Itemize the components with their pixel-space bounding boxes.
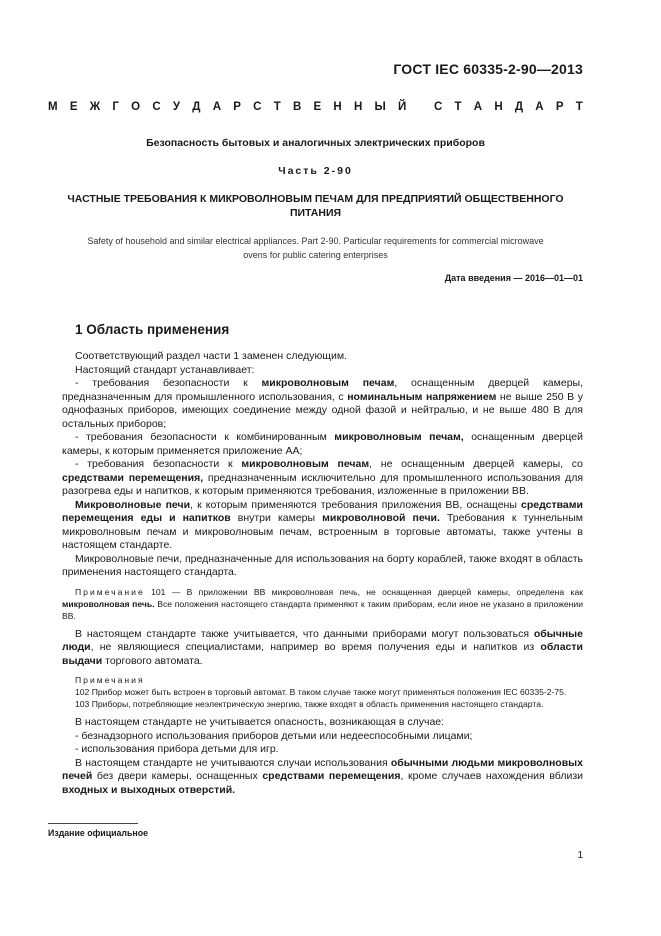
note-102: 102 Прибор может быть встроен в торговый автомат. В таком случае также могут применяться положения IEC 60335-2-75. bbox=[75, 687, 567, 697]
heading-letter: Г bbox=[112, 101, 119, 113]
term: обычными людьми микроволновых печей bbox=[62, 756, 583, 782]
text: , к которым применяются требования приложения ВВ, оснащены bbox=[190, 498, 522, 511]
term: микроволновым печам bbox=[241, 458, 370, 470]
list-item bbox=[62, 458, 583, 499]
paragraph bbox=[62, 628, 583, 669]
text: , кроме случаев нахождения вблизи bbox=[400, 770, 583, 782]
note-label: Примечания bbox=[75, 675, 145, 685]
text: Все положения настоящего стандарта применяют к таким приборам, если иное не указано в приложении ВВ. bbox=[62, 598, 583, 621]
main-title bbox=[48, 192, 583, 220]
heading-letter: У bbox=[172, 101, 181, 113]
text: В настоящем стандарте не учитываются случаи использования bbox=[75, 756, 391, 769]
paragraph: Микроволновые печи, предназначенные для использования на борту кораблей, также входят в область применения настоящего стандарта. bbox=[62, 552, 583, 578]
heading-letter: Т bbox=[454, 101, 462, 113]
list-item bbox=[62, 431, 583, 458]
heading-letter: Ы bbox=[374, 101, 386, 113]
document-id: ГОСТ IEC 60335-2-90—2013 bbox=[393, 61, 583, 77]
term: средствами перемещения еды и напитков bbox=[62, 498, 583, 524]
notes-label bbox=[62, 674, 583, 686]
term: Микроволновые печи bbox=[75, 498, 191, 511]
interstate-standard-heading bbox=[48, 101, 583, 113]
heading-letter: Т bbox=[575, 101, 583, 113]
heading-letter bbox=[419, 101, 422, 113]
heading-letter: Ж bbox=[89, 101, 101, 113]
page-number: 1 bbox=[577, 850, 583, 861]
term: микроволновая печь. bbox=[62, 598, 155, 609]
section-body bbox=[62, 350, 583, 797]
heading-letter: Й bbox=[398, 101, 407, 113]
heading-letter: Д bbox=[192, 101, 201, 113]
term: микроволновым печам bbox=[261, 377, 395, 389]
paragraph bbox=[62, 757, 583, 798]
term: обычные люди bbox=[62, 627, 583, 653]
text: предназначенным исключительно для промышленного использования для разогрева еды и напитков, к которым применяются требования, изложенные в приложении ВВ. bbox=[62, 471, 584, 497]
heading-letter: Е bbox=[313, 101, 322, 113]
section-title: 1 Область применения bbox=[75, 322, 230, 337]
term: входных и выходных отверстий. bbox=[62, 783, 236, 796]
note-103: 103 Приборы, потребляющие неэлектрическую энергию, также входят в область применения настоящего стандарта. bbox=[75, 699, 544, 709]
document-subtitle: Безопасность бытовых и аналогичных электрических приборов bbox=[146, 137, 485, 149]
text: 101 — В приложении ВВ микроволновая печь, не оснащенная дверцей камеры, определена как bbox=[144, 586, 583, 597]
text: В настоящем стандарте также учитывается, что данными приборами могут пользоваться bbox=[75, 627, 534, 640]
term: микроволновой печи. bbox=[322, 512, 440, 524]
heading-letter: Р bbox=[233, 101, 241, 113]
text: , оснащенным дверцей камеры, предназначенным для промышленного использования, с bbox=[62, 377, 583, 403]
main-title-line2: ПИТАНИЯ bbox=[289, 207, 342, 219]
term: средствами перемещения, bbox=[62, 471, 204, 484]
text: , не оснащенным дверцей камеры, со bbox=[369, 458, 583, 470]
term: микроволновым печам, bbox=[334, 431, 464, 443]
heading-letter: А bbox=[473, 101, 483, 113]
paragraph bbox=[62, 499, 583, 553]
paragraph: Соответствующий раздел части 1 заменен следующим. bbox=[75, 350, 347, 362]
heading-letter: А bbox=[212, 101, 222, 113]
paragraph: Настоящий стандарт устанавливает: bbox=[75, 363, 255, 376]
heading-letter: Н bbox=[353, 101, 363, 113]
text: Требования к туннельным микроволновым печам и микроволновым печам, встроенным в торговые автоматы, также учтены в настоящем стандарте. bbox=[62, 512, 583, 551]
english-title bbox=[48, 234, 583, 262]
text: не выше 250 В у однофазных приборов, имеющих соединение между одной фазой и нейтралью, и не выше 480 В для остальных приборов; bbox=[62, 390, 583, 430]
note-101 bbox=[62, 586, 583, 622]
main-title-line1: ЧАСТНЫЕ ТРЕБОВАНИЯ К МИКРОВОЛНОВЫМ ПЕЧАМ ДЛЯ ПРЕДПРИЯТИЙ ОБЩЕСТВЕННОГО bbox=[67, 193, 564, 205]
text: - требования безопасности к комбинированным bbox=[75, 431, 335, 443]
heading-letter: Т bbox=[273, 101, 281, 113]
text: без двери камеры, оснащенных bbox=[92, 770, 263, 782]
text: торгового автомата. bbox=[102, 654, 203, 667]
heading-letter: С bbox=[433, 101, 443, 113]
note-label: Примечание bbox=[75, 586, 145, 597]
text: , не являющиеся специалистами, например во время получения еды и напитков из bbox=[90, 641, 541, 653]
english-title-line1: Safety of household and similar electrical appliances. Part 2-90. Particular requirements for commercial microwave bbox=[87, 236, 544, 246]
text: - требования безопасности к bbox=[75, 377, 262, 389]
text: оснащенным дверцей камеры, к которым применяется приложение АА; bbox=[62, 431, 584, 457]
text: - требования безопасности к bbox=[75, 458, 242, 470]
heading-letter: Н bbox=[333, 101, 342, 113]
heading-letter: Р bbox=[555, 101, 564, 113]
term: средствами перемещения bbox=[262, 770, 401, 782]
edition-label: Издание официальное bbox=[48, 828, 148, 838]
part-label: Часть 2-90 bbox=[278, 165, 353, 177]
heading-letter: М bbox=[48, 101, 58, 113]
heading-letter: Е bbox=[69, 101, 78, 113]
footer-divider bbox=[48, 823, 138, 824]
english-title-line2: ovens for public catering enterprises bbox=[243, 250, 388, 260]
list-item bbox=[62, 377, 583, 431]
heading-letter: А bbox=[535, 101, 544, 113]
term: области выдачи bbox=[62, 641, 583, 667]
heading-letter: О bbox=[131, 101, 141, 113]
paragraph: В настоящем стандарте не учитывается опасность, возникающая в случае: bbox=[75, 716, 445, 728]
list-item: - безнадзорного использования приборов детьми или недееспособными лицами; bbox=[75, 729, 473, 742]
list-item: - использования прибора детьми для игр. bbox=[75, 743, 279, 755]
heading-letter: С bbox=[152, 101, 161, 113]
heading-letter: В bbox=[292, 101, 302, 113]
introduction-date: Дата введения — 2016—01—01 bbox=[444, 273, 583, 283]
heading-letter: Д bbox=[514, 101, 524, 113]
text: внутри камеры bbox=[230, 512, 323, 524]
term: номинальным напряжением bbox=[347, 390, 497, 403]
heading-letter: С bbox=[253, 101, 262, 113]
heading-letter: Н bbox=[494, 101, 503, 113]
